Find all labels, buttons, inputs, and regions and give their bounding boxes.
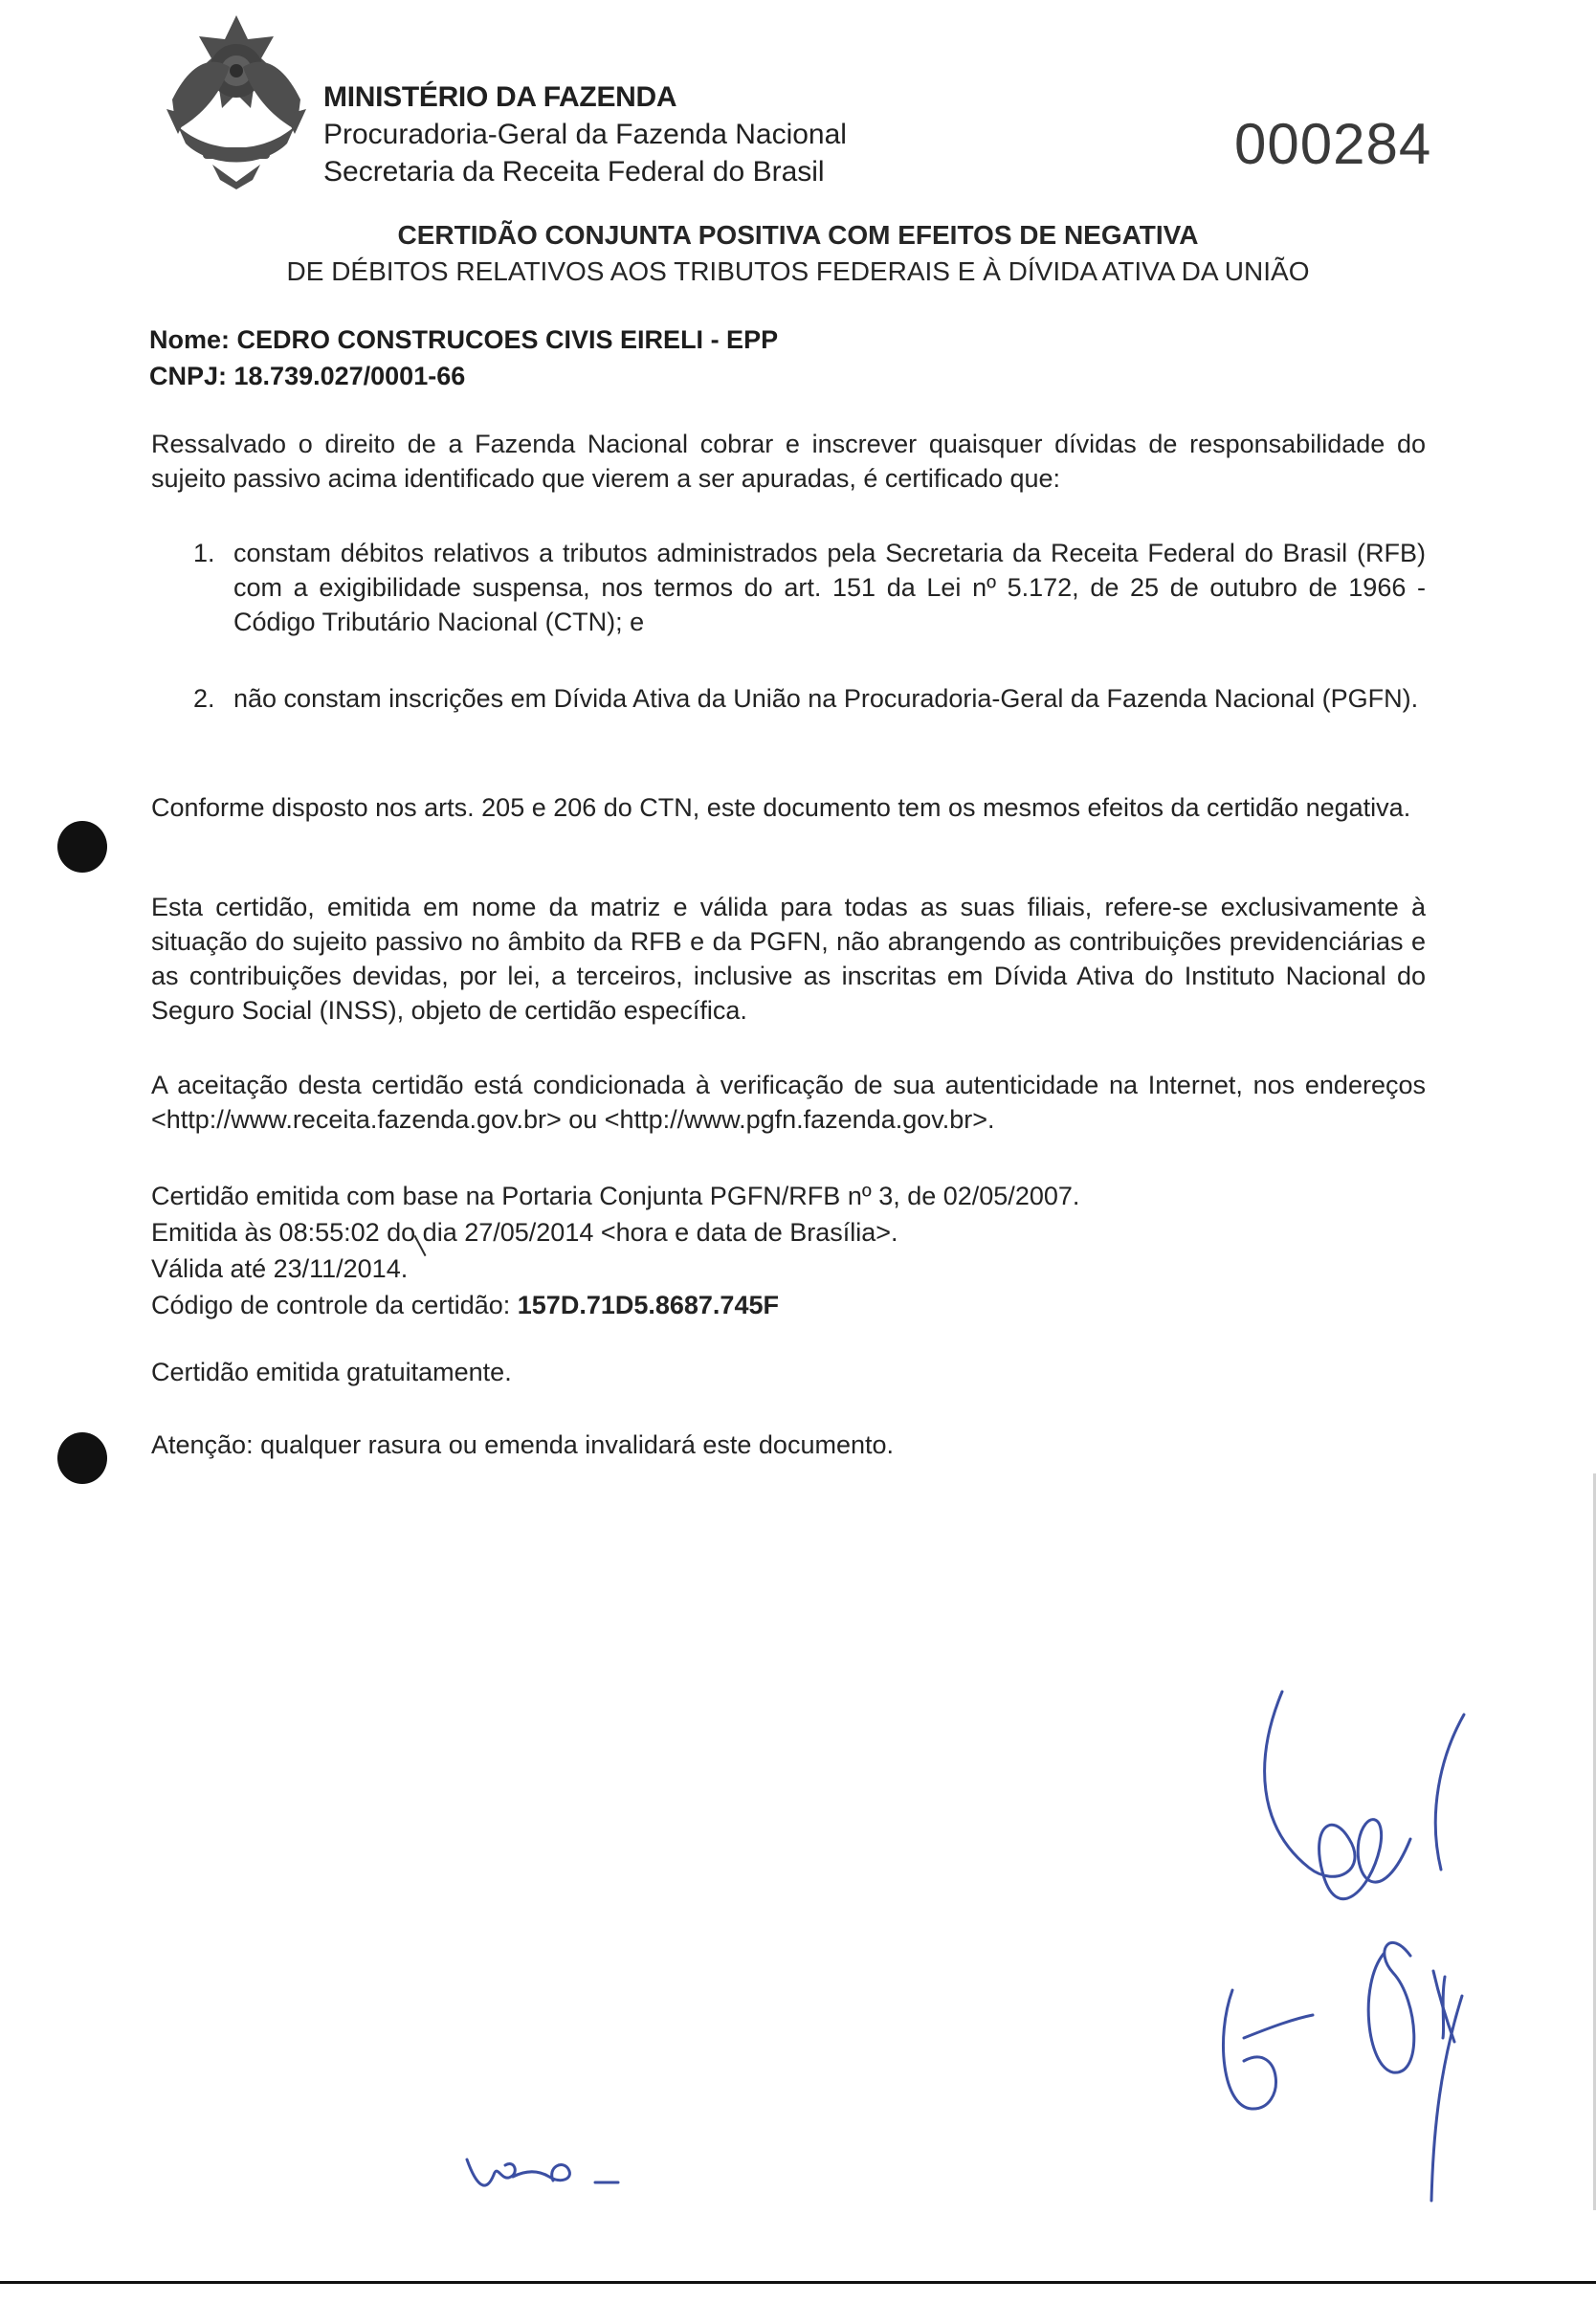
list-item-text: constam débitos relativos a tributos administrados pela Secretaria da Receita Federal do Brasil (RFB) com a exigibilidade suspensa, nos termos do art. 151 da Lei nº 5.172, de 25 de outubro de 1966 - Código Tributário Nacional (CTN); e [233, 539, 1426, 636]
issuance-time: Emitida às 08:55:02 do dia 27/05/2014 <hora e data de Brasília>. [151, 1218, 898, 1247]
control-code-value: 157D.71D5.8687.745F [517, 1291, 779, 1319]
list-item-number: 1. [193, 539, 215, 567]
free-issue-note: Certidão emitida gratuitamente. [151, 1358, 512, 1386]
intro-paragraph: Ressalvado o direito de a Fazenda Nacional cobrar e inscrever quaisquer dívidas de responsabilidade do sujeito passivo acima identificado que vierem a ser apuradas, é certificado que: [151, 430, 1426, 493]
list-item-number: 2. [193, 684, 215, 713]
handwritten-signature-icon [1206, 1665, 1493, 2239]
binder-hole-icon [57, 821, 107, 873]
attorney-office-name: Procuradoria-Geral da Fazenda Nacional [323, 119, 847, 150]
binder-hole-icon [57, 1432, 107, 1484]
scope-paragraph: Esta certidão, emitida em nome da matriz e válida para todas as suas filiais, refere-se exclusivamente à situação do sujeito passivo no âmbito da RFB e da PGFN, não abrangendo as contribuições previdenciárias e as contribuições devidas, por lei, a terceiros, inclusive as inscritas em Dívida Ativa do Instituto Nacional do Seguro Social (INSS), objeto de certidão específica. [151, 893, 1426, 1025]
taxpayer-cnpj: CNPJ: 18.739.027/0001-66 [149, 362, 466, 390]
brazil-coat-of-arms-icon [155, 11, 318, 189]
verification-paragraph: A aceitação desta certidão está condicionada à verificação de sua autenticidade na Internet, nos endereços <http://www.receita.fazenda.gov.br> ou <http://www.pgfn.fazenda.gov.br>. [151, 1071, 1426, 1134]
handwritten-initials-icon [459, 2148, 632, 2205]
warning-note: Atenção: qualquer rasura ou emenda invalidará este documento. [151, 1430, 894, 1459]
issuance-basis: Certidão emitida com base na Portaria Conjunta PGFN/RFB nº 3, de 02/05/2007. [151, 1182, 1080, 1210]
page-number: 000284 [1234, 112, 1432, 176]
certificate-title: CERTIDÃO CONJUNTA POSITIVA COM EFEITOS DE NEGATIVA [397, 220, 1199, 250]
list-item-text: não constam inscrições em Dívida Ativa da União na Procuradoria-Geral da Fazenda Nacional (PGFN). [233, 684, 1419, 713]
control-code-line [151, 1288, 779, 1322]
legal-effect-paragraph: Conforme disposto nos arts. 205 e 206 do CTN, este documento tem os mesmos efeitos da certidão negativa. [151, 793, 1411, 822]
taxpayer-name: Nome: CEDRO CONSTRUCOES CIVIS EIRELI - EPP [149, 325, 779, 354]
certificate-subtitle: DE DÉBITOS RELATIVOS AOS TRIBUTOS FEDERAIS E À DÍVIDA ATIVA DA UNIÃO [286, 256, 1310, 286]
revenue-office-name: Secretaria da Receita Federal do Brasil [323, 156, 825, 188]
validity-date: Válida até 23/11/2014. [151, 1254, 409, 1283]
issuer-header [323, 78, 847, 190]
ministry-name: MINISTÉRIO DA FAZENDA [323, 81, 677, 113]
control-code-label: Código de controle da certidão: [151, 1291, 511, 1319]
scan-bottom-border [0, 2281, 1596, 2284]
